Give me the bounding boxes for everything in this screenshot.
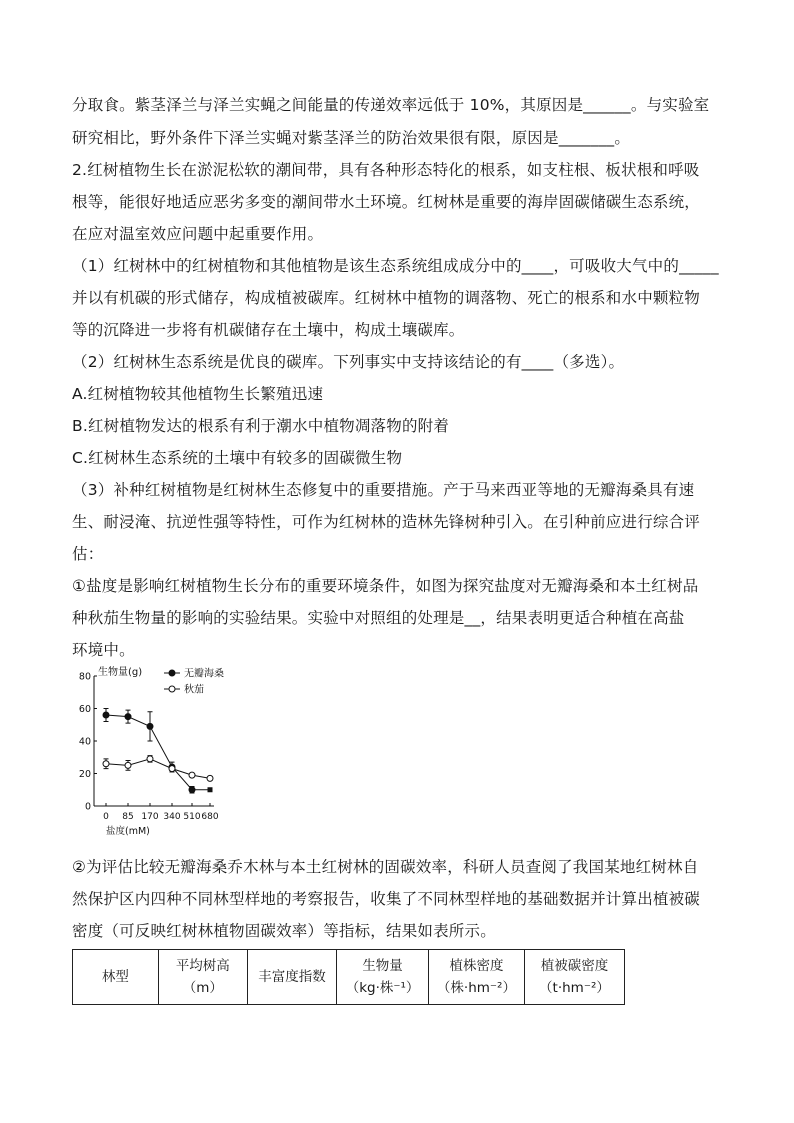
- header-unit: （m）: [182, 980, 223, 996]
- series-line-1: [106, 715, 210, 790]
- data-point: [125, 762, 131, 768]
- item-1-line: ①盐度是影响红树植物生长分布的重要环境条件，如图为探究盐度对无瓣海桑和本土红树品: [72, 577, 699, 595]
- header-forest-type: [73, 950, 159, 1005]
- subquestion-1-line: （1）红树林中的红树植物和其他植物是该生态系统组成成分中的____，可吸收大气中的_____: [72, 257, 719, 275]
- y-tick-label: 40: [78, 736, 91, 748]
- header-text: 生物量: [362, 958, 403, 974]
- data-point: [147, 756, 153, 762]
- header-text: 丰富度指数: [258, 969, 326, 985]
- x-tick-label: 510: [183, 812, 201, 822]
- header-unit: （kg·株⁻¹）: [345, 980, 420, 996]
- header-plant-density: [429, 950, 525, 1005]
- option-a: A.红树植物较其他植物生长繁殖迅速: [72, 385, 324, 403]
- paragraph-line: 分取食。紫茎泽兰与泽兰实蝇之间能量的传递效率远低于 10%，其原因是______。与实验室: [72, 96, 710, 114]
- paragraph-line: 密度（可反映红树林植物固碳效率）等指标，结果如表所示。: [72, 922, 496, 940]
- legend-marker: [169, 686, 175, 692]
- header-carbon-density: [524, 950, 624, 1005]
- y-tick-label: 0: [84, 801, 91, 813]
- paragraph-line: 种秋茄生物量的影响的实验结果。实验中对照组的处理是__，结果表明更适合种植在高盐: [72, 609, 685, 627]
- data-point: [208, 787, 213, 792]
- y-tick-label: 80: [78, 671, 91, 683]
- data-point: [189, 772, 195, 778]
- data-point: [189, 787, 195, 793]
- paragraph-line: 生、耐浸淹、抗逆性强等特性，可作为红树林的造林先锋树种引入。在引种前应进行综合评: [72, 513, 701, 531]
- data-point: [125, 714, 131, 720]
- x-tick-label: 85: [122, 812, 134, 822]
- paragraph-line: 估：: [72, 545, 104, 563]
- header-text: 平均树高: [175, 958, 230, 974]
- y-tick-label: 20: [78, 769, 91, 780]
- table-header-row: [73, 950, 625, 1005]
- header-text: 植株密度: [449, 958, 504, 974]
- header-tree-height: [158, 950, 247, 1005]
- x-tick-label: 680: [201, 812, 219, 822]
- header-text: 植被碳密度: [540, 958, 609, 974]
- paragraph-line: 研究相比，野外条件下泽兰实蝇对紫茎泽兰的防治效果很有限，原因是_______。: [72, 129, 631, 147]
- x-axis-label: 盐度(mM): [106, 826, 150, 836]
- x-tick-label: 0: [103, 812, 109, 822]
- option-b: B.红树植物发达的根系有利于潮水中植物凋落物的附着: [72, 417, 450, 435]
- item-2-line: ②为评估比较无瓣海桑乔木林与本土红树林的固碳效率，科研人员查阅了我国某地红树林自: [72, 858, 699, 876]
- header-richness: [247, 950, 336, 1005]
- biomass-salinity-chart: [72, 660, 232, 836]
- header-unit: （株·hm⁻²）: [436, 980, 516, 996]
- paragraph-line: 在应对温室效应问题中起重要作用。: [72, 225, 324, 243]
- data-point: [103, 761, 109, 767]
- header-text: 林型: [101, 969, 129, 985]
- data-point: [207, 775, 213, 781]
- legend-marker: [169, 670, 175, 676]
- x-tick-label: 340: [163, 812, 181, 822]
- paragraph-line: 根等，能很好地适应恶劣多变的潮间带水土环境。红树林是重要的海岸固碳储碳生态系统，: [72, 193, 701, 211]
- x-tick-label: 170: [141, 812, 159, 822]
- paragraph-line: 并以有机碳的形式储存，构成植被碳库。红树林中植物的调落物、死亡的根系和水中颗粒物: [72, 289, 701, 307]
- y-tick-label: 60: [78, 704, 91, 715]
- header-biomass: [337, 950, 429, 1005]
- question-2-line: 2.红树植物生长在淤泥松软的潮间带，具有各种形态特化的根系，如支柱根、板状根和呼吸: [72, 161, 700, 179]
- subquestion-2-line: （2）红树林生态系统是优良的碳库。下列事实中支持该结论的有____（多选）。: [72, 353, 625, 371]
- paragraph-line: 然保护区内四种不同林型样地的考察报告，收集了不同林型样地的基础数据并计算出植被碳: [72, 890, 701, 908]
- subquestion-3-line: （3）补种红树植物是红树林生态修复中的重要措施。产于马来西亚等地的无瓣海桑具有速: [72, 481, 695, 499]
- data-point: [103, 712, 109, 718]
- chart-svg: [72, 660, 232, 836]
- paragraph-line: 等的沉降进一步将有机碳储存在土壤中，构成土壤碳库。: [72, 321, 465, 339]
- data-point: [147, 723, 153, 729]
- data-point: [169, 766, 175, 772]
- option-c: C.红树林生态系统的土壤中有较多的固碳微生物: [72, 449, 403, 467]
- forest-type-table: [72, 949, 625, 1005]
- legend-label: 秋茄: [184, 684, 204, 696]
- header-unit: （t·hm⁻²）: [539, 980, 610, 996]
- y-axis-label: 生物量(g): [98, 667, 143, 678]
- paragraph-line: 环境中。: [72, 641, 135, 659]
- legend-label: 无瓣海桑: [184, 668, 224, 680]
